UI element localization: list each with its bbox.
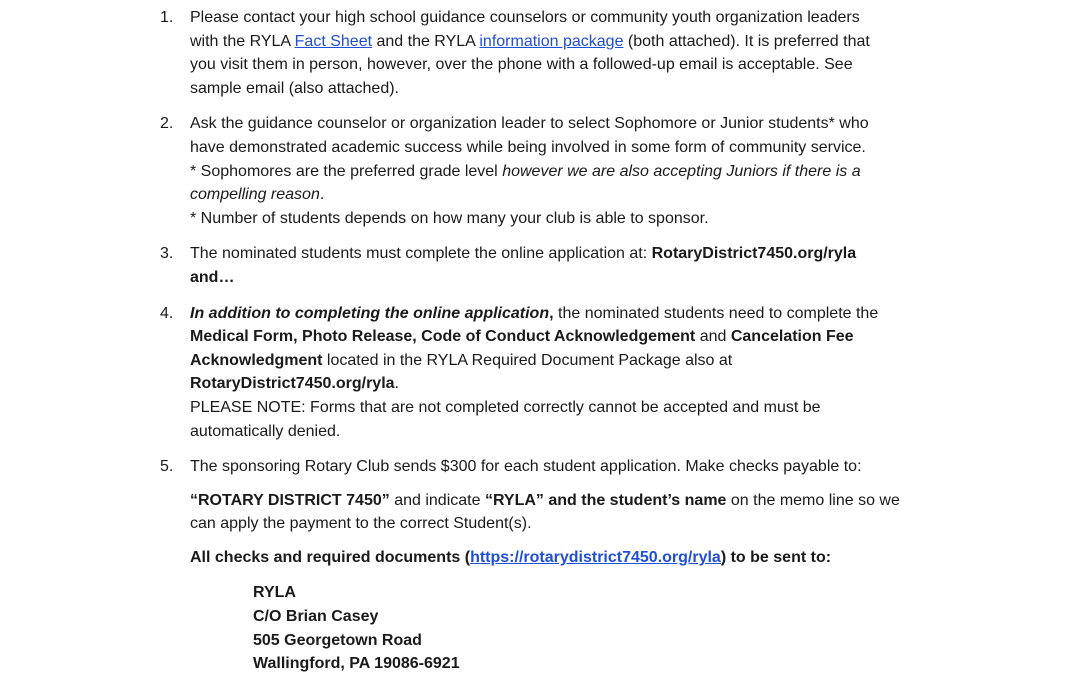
text-line [190, 242, 960, 266]
text-run: and indicate [389, 491, 485, 509]
text-line: The sponsoring Rotary Club sends $300 for each student application. Make checks payable to: [190, 458, 862, 476]
send-to-paragraph [190, 546, 960, 570]
information-package-link[interactable]: information package [479, 32, 624, 50]
text-run: ) to be sent to: [720, 548, 832, 566]
bold-text: “ROTARY DISTRICT 7450” [190, 491, 390, 509]
text-line: PLEASE NOTE: Forms that are not completed correctly cannot be accepted and must be [190, 398, 821, 416]
text-line: have demonstrated academic success while being involved in some form of community service. [190, 138, 866, 156]
italic-text: however we are also accepting Juniors if there is a [502, 162, 861, 180]
text-line: Please contact your high school guidance counselors or community youth organization leaders [190, 9, 860, 26]
list-item [0, 242, 1080, 289]
list-number: 3. [160, 245, 174, 263]
bold-text: Acknowledgment [190, 351, 323, 369]
text-run: * Sophomores are the preferred grade level [190, 162, 503, 180]
text-line [190, 325, 960, 349]
list-item [0, 112, 1080, 230]
address-line: RYLA [253, 584, 296, 602]
bold-text: “RYLA” and the student’s name [484, 491, 727, 509]
bold-italic-text: In addition to completing the online application [190, 304, 550, 322]
text-line: sample email (also attached). [190, 79, 399, 97]
text-line [190, 546, 960, 570]
text-line: and… [190, 268, 235, 286]
list-item [0, 455, 1080, 676]
text-line: * Number of students depends on how many your club is able to sponsor. [190, 209, 709, 227]
list-number: 2. [160, 115, 174, 133]
list-number: 4. [160, 304, 174, 322]
italic-text: compelling reason [190, 186, 320, 204]
text-line [190, 183, 960, 207]
text-line: can apply the payment to the correct Student(s). [190, 515, 532, 533]
text-line [190, 30, 960, 54]
text-run: on the memo line so we [726, 491, 900, 509]
text-run: and [695, 328, 731, 346]
text-run: The nominated students must complete the online application at: [190, 245, 652, 263]
text-line [190, 349, 960, 373]
address-line: C/O Brian Casey [253, 608, 379, 626]
address-line: 505 Georgetown Road [253, 631, 422, 649]
list-item [0, 302, 1080, 444]
text-line [190, 302, 960, 326]
payee-paragraph [190, 489, 960, 536]
text-run: the nominated students need to complete the [553, 304, 879, 322]
text-line [190, 372, 960, 396]
text-run: located in the RYLA Required Document Package also at [322, 351, 733, 369]
bold-text: Cancelation Fee [730, 328, 854, 346]
text-run: . [319, 186, 325, 204]
text-run: (both attached). It is preferred that [623, 32, 870, 50]
text-line [190, 160, 960, 184]
text-run: . [394, 375, 399, 393]
text-line: you visit them in person, however, over the phone with a followed-up email is acceptable. See [190, 56, 853, 74]
bold-url-text: RotaryDistrict7450.org/ryla [651, 245, 857, 263]
instruction-list [0, 6, 1080, 688]
bold-url-text: RotaryDistrict7450.org/ryla [190, 375, 395, 393]
text-line: Ask the guidance counselor or organization leader to select Sophomore or Junior students* who [190, 115, 869, 133]
text-line: automatically denied. [190, 422, 341, 440]
text-run: All checks and required documents ( [190, 548, 471, 566]
list-item [0, 6, 1080, 100]
list-number: 1. [160, 9, 174, 26]
fact-sheet-link[interactable]: Fact Sheet [294, 32, 373, 50]
text-run: , [549, 304, 554, 322]
bold-text: Medical Form, Photo Release, Code of Conduct Acknowledgement [190, 328, 696, 346]
text-run: with the RYLA [190, 32, 295, 50]
text-run: and the RYLA [372, 32, 480, 50]
text-line [190, 489, 960, 513]
mailing-address [190, 581, 960, 675]
list-number: 5. [160, 458, 174, 476]
ryla-url-link[interactable]: https://rotarydistrict7450.org/ryla [470, 548, 721, 566]
address-line: Wallingford, PA 19086-6921 [253, 655, 460, 673]
